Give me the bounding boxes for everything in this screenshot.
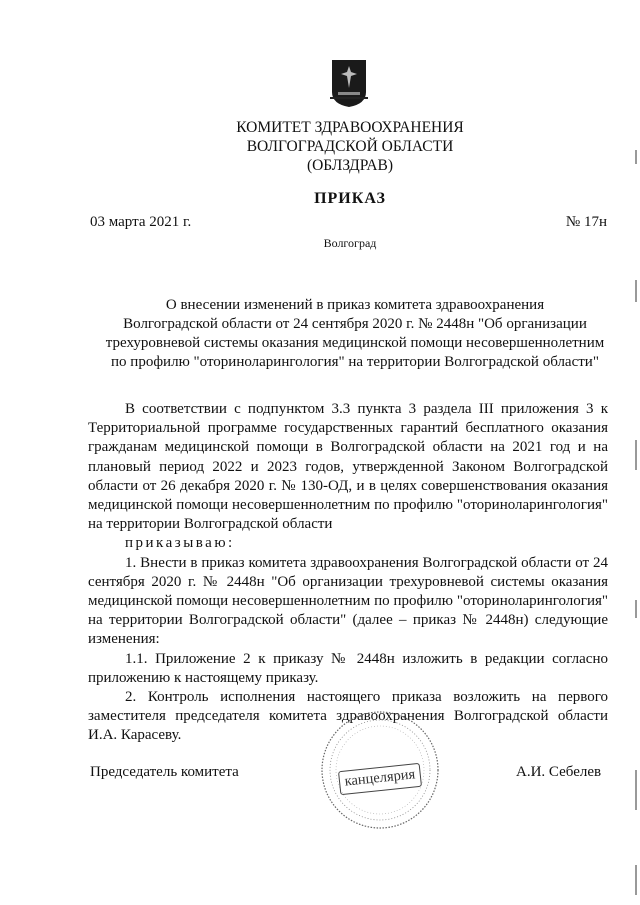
document-type: ПРИКАЗ — [314, 190, 386, 207]
preamble-paragraph: В соответствии с подпунктом 3.3 пункта 3 раздела III приложения 3 к Территориальной программе государственных гарантий бесплатного оказания гражданам медицинской помощи в Волгоградской области на 2021 год и на плановый период 2022 и 2023 годов, утвержденной Законом Волгоградской области от 26 декабря 2020 г. № 130-ОД, и в целях совершенствования оказания медицинской помощи несовершеннолетним по профилю "оториноларингология" на территории Волгоградской области — [88, 401, 608, 533]
title-line: О внесении изменений в приказ комитета здравоохранения — [165, 297, 545, 313]
scan-edge-mark — [635, 440, 637, 470]
org-name-line1: КОМИТЕТ ЗДРАВООХРАНЕНИЯ — [236, 119, 464, 136]
document-date: 03 марта 2021 г. — [90, 214, 192, 230]
coat-of-arms-emblem — [330, 58, 368, 108]
document-city: Волгоград — [323, 236, 377, 250]
org-name-line2: ВОЛГОГРАДСКОЙ ОБЛАСТИ — [246, 138, 454, 155]
signatory-name: А.И. Себелев — [516, 764, 602, 780]
scan-edge-mark — [635, 770, 637, 810]
document-title — [95, 296, 615, 372]
stamp-label: канцелярия — [338, 763, 422, 795]
scan-edge-mark — [635, 150, 637, 164]
title-line: Волгоградской области от 24 сентября 2020 г. № 2448н "Об организации — [123, 316, 587, 332]
signatory-position: Председатель комитета — [90, 764, 239, 780]
scan-edge-mark — [635, 865, 637, 895]
scan-edge-mark — [635, 600, 637, 618]
order-word: приказываю: — [125, 535, 235, 552]
item-2-paragraph: 2. Контроль исполнения настоящего приказа возложить на первого заместителя председателя комитета здравоохранения Волгоградской области И.А. Карасеву. — [88, 689, 608, 744]
item-1-paragraph: 1. Внести в приказ комитета здравоохранения Волгоградской области от 24 сентября 2020 г. № 2448н "Об организации трехуровневой системы оказания медицинской помощи несовершеннолетним по профилю "оториноларингология" на территории Волгоградской области" (далее – приказ № 2448н) следующие изменения: — [88, 554, 608, 648]
title-line: трехуровневой системы оказания медицинской помощи несовершеннолетним — [105, 335, 605, 351]
scan-edge-mark — [635, 280, 637, 302]
title-line: по профилю "оториноларингология" на территории Волгоградской области" — [111, 354, 599, 370]
document-number: № 17н — [565, 214, 607, 230]
item-1-1-paragraph: 1.1. Приложение 2 к приказу № 2448н изложить в редакции согласно приложению к настоящему приказу. — [88, 650, 608, 686]
org-abbreviation: (ОБЛЗДРАВ) — [306, 157, 394, 174]
document-body — [88, 400, 608, 746]
